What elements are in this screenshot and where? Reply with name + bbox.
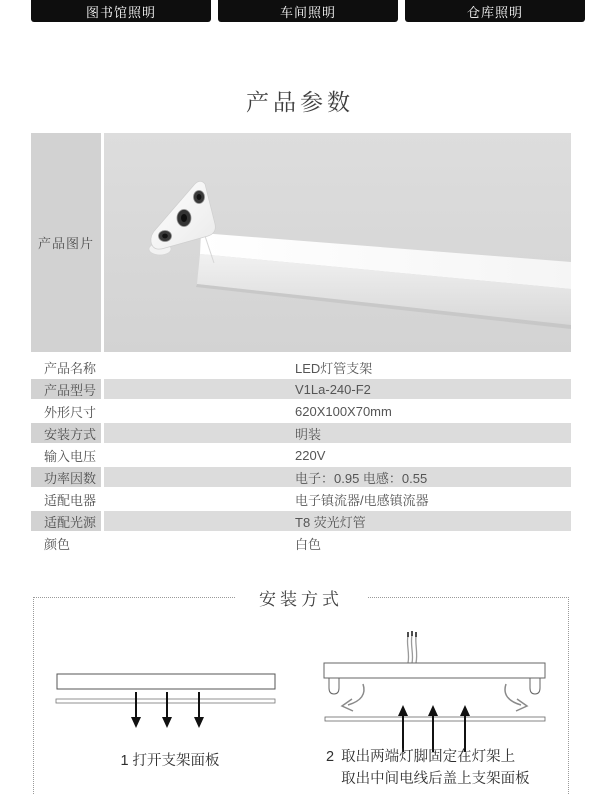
- bracket-body: [324, 663, 545, 678]
- rotate-left-arrow-icon: [342, 684, 364, 711]
- spec-label: 安装方式: [31, 423, 101, 443]
- product-photo-label: 产品图片: [31, 133, 101, 352]
- spec-value: T8 荧光灯管: [104, 511, 571, 531]
- spec-label: 产品名称: [44, 360, 97, 376]
- step2-caption: [326, 746, 530, 790]
- category-nav: [31, 0, 585, 22]
- spec-row: [31, 511, 571, 531]
- spec-row: [31, 357, 571, 377]
- bracket-body: [57, 674, 275, 689]
- page-title: 产品参数: [246, 89, 354, 115]
- spec-label: 产品型号: [31, 379, 101, 399]
- nav-button-warehouse-lighting[interactable]: 仓库照明: [405, 0, 585, 22]
- spec-value: 620X100X70mm: [295, 403, 392, 419]
- spec-table: [31, 357, 571, 555]
- product-photo: [104, 133, 571, 352]
- step2-diagram: [315, 628, 575, 758]
- spec-row: [31, 489, 571, 509]
- step1-caption: 1 打开支架面板: [120, 753, 220, 769]
- down-arrows-icon: [131, 692, 204, 728]
- step2-caption-line2: 取出中间电线后盖上支架面板: [341, 771, 530, 787]
- panel-bar: [325, 717, 545, 721]
- spec-label: 外形尺寸: [44, 404, 97, 420]
- product-photo-section: [31, 133, 571, 352]
- nav-button-library-lighting[interactable]: 图书馆照明: [31, 0, 211, 22]
- spec-value: 白色: [295, 536, 322, 552]
- rotate-right-arrow-icon: [505, 684, 527, 711]
- panel-bar: [56, 699, 275, 703]
- spec-value: 电子：0.95 电感：0.55: [104, 467, 571, 487]
- spec-label: 适配电器: [44, 492, 97, 508]
- spec-value: 电子镇流器/电感镇流器: [295, 492, 429, 508]
- spec-label: 功率因数: [31, 467, 101, 487]
- nav-button-workshop-lighting[interactable]: 车间照明: [218, 0, 398, 22]
- spec-row: [31, 379, 571, 399]
- spec-value: 220V: [295, 447, 326, 463]
- spec-label: 颜色: [44, 536, 71, 552]
- spec-row: [31, 445, 571, 465]
- spec-label: 输入电压: [44, 448, 97, 464]
- spec-row: [31, 401, 571, 421]
- product-photo-area: [104, 133, 571, 352]
- spec-row: [31, 533, 571, 553]
- spec-value: LED灯管支架: [295, 360, 373, 376]
- step2-caption-line1: 取出两端灯脚固定在灯架上: [341, 749, 516, 765]
- spec-value: 明装: [104, 423, 571, 443]
- lamp-foot-left: [329, 676, 339, 694]
- spec-row: [31, 423, 571, 443]
- installation-title: 安装方式: [235, 585, 367, 610]
- step2-number: 2: [326, 749, 335, 765]
- spec-row: [31, 467, 571, 487]
- step1-diagram: [45, 660, 295, 750]
- lamp-foot-right: [530, 676, 540, 694]
- spec-value: V1La-240-F2: [104, 379, 571, 399]
- wires-icon: [407, 631, 416, 663]
- up-arrows-icon: [398, 705, 470, 752]
- spec-label: 适配光源: [31, 511, 101, 531]
